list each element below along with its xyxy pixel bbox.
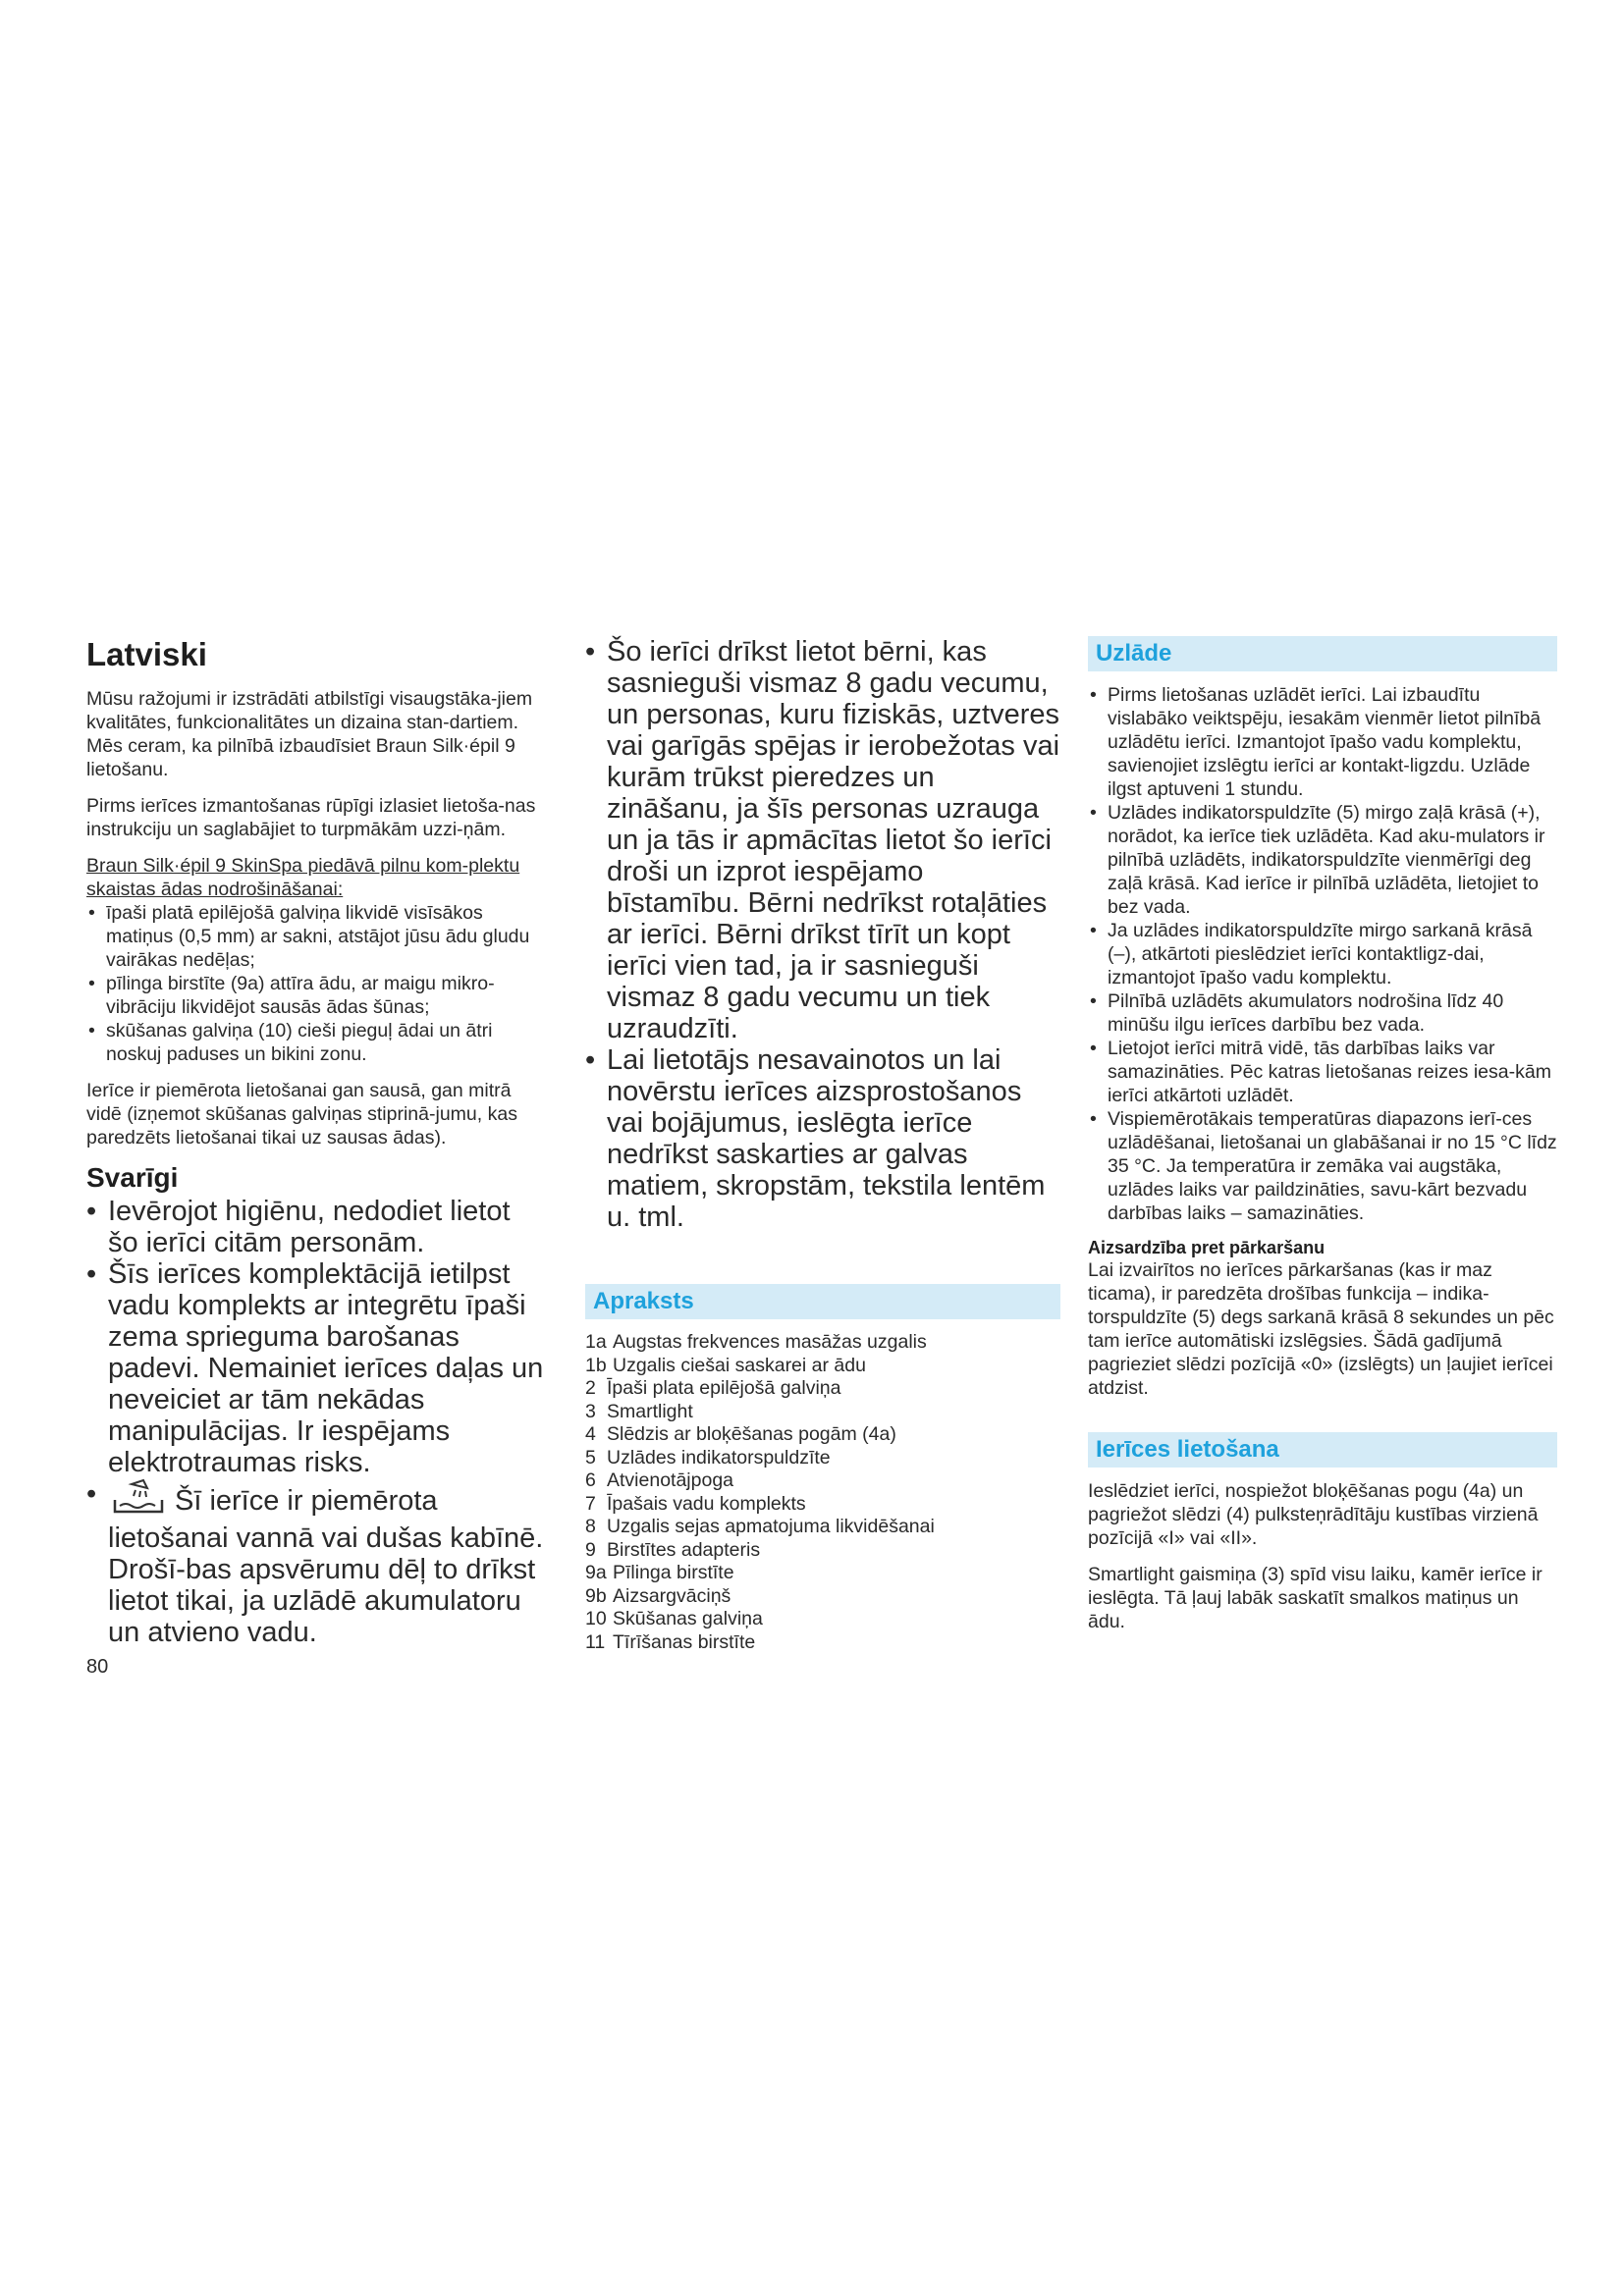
part-row (585, 1585, 1060, 1609)
part-label: Birstītes adapteris (607, 1538, 761, 1561)
shower-bath-icon (112, 1478, 165, 1522)
part-number: 11 (585, 1630, 606, 1653)
part-number: 4 (585, 1423, 596, 1445)
description-heading: Apraksts (585, 1284, 1060, 1319)
part-row (585, 1493, 1060, 1517)
list-item: • Pilnībā uzlādēts akumulators nodrošina līdz 40 minūšu ilgu ierīces darbību bez vada. (1088, 989, 1557, 1037)
part-row (585, 1539, 1060, 1563)
part-row (585, 1447, 1060, 1470)
list-item-shower (86, 1478, 548, 1648)
features-list (86, 901, 548, 1066)
part-number: 8 (585, 1516, 596, 1537)
part-row (585, 1469, 1060, 1493)
part-row (585, 1608, 1060, 1631)
part-label: Īpaši plata epilējošā galviņa (607, 1377, 841, 1399)
list-item: • skūšanas galviņa (10) cieši pieguļ ādai un ātri noskuj paduses un bikini zonu. (86, 1019, 548, 1066)
column-middle (585, 636, 1060, 1654)
page-number: 80 (86, 1656, 109, 1678)
wet-dry-paragraph: Ierīce ir piemērota lietošanai gan sausā, gan mitrā vidē (izņemot skūšanas galviņas stiprinā-jumu, kas paredzēts lietošanai tikai uz sausas ādas). (86, 1080, 517, 1148)
overheat-paragraph: Lai izvairītos no ierīces pārkaršanas (kas ir maz ticama), ir paredzēta drošības funkcija – indika-torspuldzīte (5) degs sarkanā krāsā 8 sekundes un pēc tam ierīce automātiski izslēgsies. Šādā gadījumā pagrieziet slēdzi pozīcijā «0» (izslēgts) un ļaujiet ierīcei atdzist. (1088, 1259, 1554, 1399)
list-item: • Lai lietotājs nesavainotos un lai novērstu ierīces aizsprostošanos vai bojājumus, ieslēgta ierīce nedrīkst saskarties ar galvas matiem, skropstām, tekstila lentēm u. tml. (585, 1044, 1060, 1233)
part-number: 3 (585, 1400, 596, 1422)
overheat-heading: Aizsardzība pret pārkaršanu (1088, 1238, 1326, 1257)
part-number: 5 (585, 1446, 596, 1468)
features-lead: Braun Silk·épil 9 SkinSpa piedāvā pilnu kom-plektu skaistas ādas nodrošināšanai: (86, 855, 520, 900)
part-label: Augstas frekvences masāžas uzgalis (613, 1331, 927, 1353)
part-label: Uzgalis ciešai saskarei ar ādu (613, 1354, 866, 1376)
list-item: • Šīs ierīces komplektācijā ietilpst vadu komplekts ar integrētu īpaši zema sprieguma barošanas padevi. Nemainiet ierīces daļas un neveiciet ar tām nekādas manipulācijas. Ir iespējams elektrotraumas risks. (86, 1258, 548, 1478)
usage-paragraph-2: Smartlight gaismiņa (3) spīd visu laiku, kamēr ierīce ir ieslēgta. Tā ļauj labāk saskatīt smalkos matiņus un ādu. (1088, 1564, 1543, 1632)
part-row (585, 1516, 1060, 1539)
part-number: 7 (585, 1492, 596, 1515)
part-row (585, 1423, 1060, 1447)
usage-heading: Ierīces lietošana (1088, 1432, 1557, 1468)
part-label: Uzlādes indikatorspuldzīte (607, 1446, 831, 1468)
charging-heading: Uzlāde (1088, 636, 1557, 671)
parts-list (585, 1331, 1060, 1654)
part-label: Tīrīšanas birstīte (613, 1630, 756, 1653)
part-row (585, 1631, 1060, 1655)
list-item: • Šo ierīci drīkst lietot bērni, kas sasnieguši vismaz 8 gadu vecumu, un personas, kuru fiziskās, uztveres vai garīgās spējas ir ierobežotas vai kurām trūkst pieredzes un zināšanu, ja šīs personas uzrauga un ja tās ir apmācītas lietot šo ierīci droši un izprot iespējamo bīstamību. Bērni nedrīkst rotaļāties ar ierīci. Bērni drīkst tīrīt un kopt ierīci vien tad, ja ir sasnieguši vismaz 8 gadu vecumu un tiek uzraudzīti. (585, 636, 1060, 1044)
part-label: Skūšanas galviņa (613, 1608, 763, 1629)
list-item: • Pirms lietošanas uzlādēt ierīci. Lai izbaudītu vislabāko veiktspēju, iesakām vienmēr lietot pilnībā uzlādētu ierīci. Izmantojot īpašo vadu komplektu, savienojiet izslēgtu ierīci ar kontakt-ligzdu. Uzlāde ilgst aptuveni 1 stundu. (1088, 683, 1557, 801)
column-left (86, 636, 548, 1648)
charging-list (1088, 683, 1557, 1225)
list-item: • Vispiemērotākais temperatūras diapazons ierī-ces uzlādēšanai, lietošanai un glabāšanai ir no 15 °C līdz 35 °C. Ja temperatūra ir zemāka vai augstāka, uzlādes laiks var paildzināties, savu-kārt bezvadu darbības laiks – samazināties. (1088, 1107, 1557, 1225)
list-item: • pīlinga birstīte (9a) attīra ādu, ar maigu mikro-vibrāciju likvidējot sausās ādas šūnas; (86, 972, 548, 1019)
list-item: • Uzlādes indikatorspuldzīte (5) mirgo zaļā krāsā (+), norādot, ka ierīce tiek uzlādēta. Kad aku-mulators ir pilnībā uzlādēts, indikatorspuldzīte vienmērīgi deg zaļā krāsā. Kad ierīce ir pilnībā uzlādēta, lietojiet to bez vada. (1088, 801, 1557, 919)
part-row (585, 1355, 1060, 1378)
part-number: 6 (585, 1469, 596, 1491)
important-list (86, 1196, 548, 1648)
part-label: Atvienotājpoga (607, 1469, 734, 1491)
part-label: Uzgalis sejas apmatojuma likvidēšanai (607, 1516, 935, 1537)
list-item: • Ievērojot higiēnu, nedodiet lietot šo ierīci citām personām. (86, 1196, 548, 1258)
part-label: Smartlight (607, 1400, 693, 1422)
part-label: Pīlinga birstīte (613, 1562, 734, 1583)
part-row (585, 1377, 1060, 1401)
part-number: 9a (585, 1562, 607, 1583)
part-number: 9b (585, 1584, 607, 1607)
list-item: • Ja uzlādes indikatorspuldzīte mirgo sarkanā krāsā (–), atkārtoti pieslēdziet ierīci kontaktligz-dai, izmantojot īpašo vadu komplektu. (1088, 919, 1557, 989)
shower-note: Šī ierīce ir piemērota lietošanai vannā vai dušas kabīnē. Drošī-bas apsvērumu dēļ to drīkst lietot tikai, ja uzlādē akumulatoru un atvieno vadu. (108, 1485, 544, 1648)
part-number: 9 (585, 1538, 596, 1561)
important-heading: Svarīgi (86, 1162, 179, 1193)
usage-paragraph-1: Ieslēdziet ierīci, nospiežot bloķēšanas pogu (4a) un pagriežot slēdzi (4) pulksteņrādītāju kustības virzienā pozīcijā «I» vai «II». (1088, 1480, 1539, 1549)
list-item: • īpaši platā epilējošā galviņa likvidē visīsākos matiņus (0,5 mm) ar sakni, atstājot jūsu ādu gludu vairākas nedēļas; (86, 901, 548, 972)
list-item: • Lietojot ierīci mitrā vidē, tās darbības laiks var samazināties. Pēc katras lietošanas reizes iesa-kām ierīci atkārtoti uzlādēt. (1088, 1037, 1557, 1107)
intro-paragraph-2: Pirms ierīces izmantošanas rūpīgi izlasiet lietoša-nas instrukciju un saglabājiet to turpmākām uzzi-ņām. (86, 795, 536, 840)
part-label: Īpašais vadu komplekts (607, 1492, 806, 1515)
column-right (1088, 636, 1557, 1646)
part-number: 10 (585, 1608, 607, 1629)
part-number: 2 (585, 1377, 596, 1399)
important-list-continued (585, 636, 1060, 1233)
part-number: 1a (585, 1331, 607, 1353)
part-row (585, 1401, 1060, 1424)
part-row (585, 1562, 1060, 1585)
page-title: Latviski (86, 636, 207, 672)
part-row (585, 1331, 1060, 1355)
part-label: Slēdzis ar bloķēšanas pogām (4a) (607, 1423, 896, 1445)
part-label: Aizsargvāciņš (613, 1584, 731, 1607)
intro-paragraph-1: Mūsu ražojumi ir izstrādāti atbilstīgi visaugstāka-jiem kvalitātes, funkcionalitātes un dizaina stan-dartiem. Mēs ceram, ka pilnībā izbaudīsiet Braun Silk·épil 9 lietošanu. (86, 688, 533, 780)
part-number: 1b (585, 1354, 607, 1376)
